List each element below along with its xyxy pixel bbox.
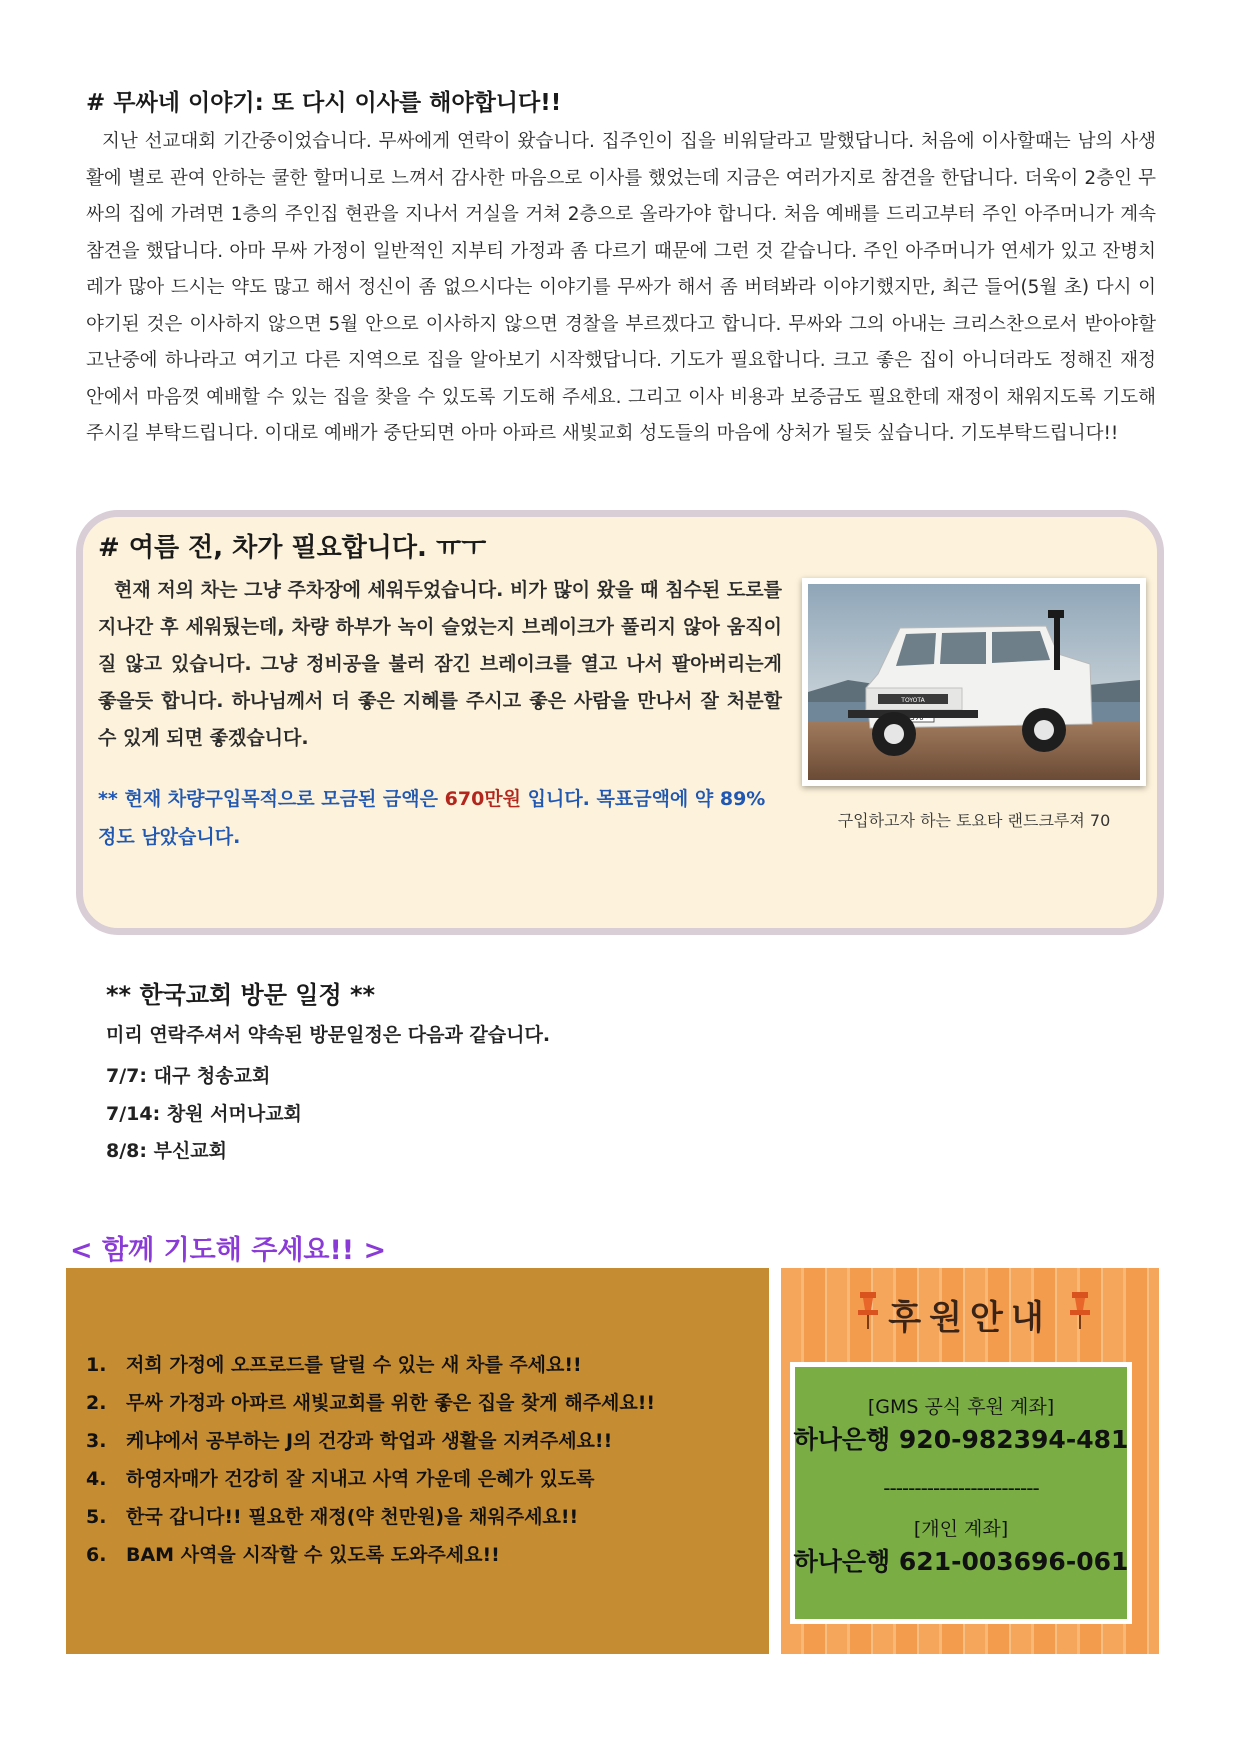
support-title: 후원안내 <box>888 1298 1052 1338</box>
prayer-item <box>86 1346 655 1384</box>
prayer-item <box>86 1384 655 1422</box>
official-account-number: 하나은행 920-982394-481 <box>793 1425 1129 1454</box>
prayer-item-text: 하영자매가 건강히 잘 지내고 사역 가운데 은혜가 있도록 <box>126 1468 595 1490</box>
land-cruiser-image <box>808 584 1140 780</box>
visit-item: 7/14: 창원 서머나교회 <box>106 1102 302 1125</box>
grille-brand: TOYOTA <box>901 697 925 704</box>
visit-list <box>106 1058 302 1171</box>
visits-intro: 미리 연락주셔서 약속된 방문일정은 다음과 같습니다. <box>106 1024 551 1046</box>
prayer-item-text: BAM 사역을 시작할 수 있도록 도와주세요!! <box>126 1544 500 1566</box>
prayer-item-number: 3. <box>86 1430 107 1452</box>
car-photo <box>802 578 1146 786</box>
prayer-item <box>86 1498 655 1536</box>
visit-item: 8/8: 부신교회 <box>106 1140 228 1162</box>
prayer-title: < 함께 기도해 주세요!! > <box>70 1235 387 1266</box>
official-account-label: [GMS 공식 후원 계좌] <box>867 1396 1055 1418</box>
prayer-item-text: 한국 갑니다!! 필요한 재정(약 천만원)을 채워주세요!! <box>126 1506 579 1528</box>
prayer-item <box>86 1536 655 1574</box>
car-body: 현재 저의 차는 그냥 주차장에 세워두었습니다. 비가 많이 왔을 때 침수된 도로를 지나간 후 세워뒀는데, 차량 하부가 녹이 슬었는지 브레이크가 풀리지 않아 움직이질 않고 있습니다. 그냥 정비공을 불러 잠긴 브레이크를 열고 나서 팔아버리는게 좋을듯 합니다. 하나님께서 더 좋은 지혜를 주시고 좋은 사람을 만나서 잘 처분할 수 있게 되면 좋겠습니다. <box>98 579 782 749</box>
visits-title: ** 한국교회 방문 일정 ** <box>106 981 376 1009</box>
note-amount: 670만원 <box>444 788 521 810</box>
prayer-item <box>86 1460 655 1498</box>
prayer-item-number: 2. <box>86 1392 107 1414</box>
prayer-item-number: 6. <box>86 1544 107 1566</box>
prayer-item-number: 5. <box>86 1506 107 1528</box>
fundraising-note <box>98 780 782 856</box>
prayer-item-text: 무싸 가정과 아파르 새빛교회를 위한 좋은 집을 찾게 해주세요!! <box>126 1392 656 1414</box>
note-prefix: ** 현재 차량구입목적으로 모금된 금액은 <box>98 788 445 810</box>
story-title: # 무싸네 이야기: 또 다시 이사를 해야합니다!! <box>86 90 562 116</box>
story-body: 지난 선교대회 기간중이었습니다. 무싸에게 연락이 왔습니다. 집주인이 집을 비워달라고 말했답니다. 처음에 이사할때는 남의 사생활에 별로 관여 안하는 쿨한 할머니로 느껴서 감사한 마음으로 이사를 했었는데 지금은 여러가지로 참견을 한답니다. 더욱이 2층인 무싸의 집에 가려면 1층의 주인집 현관을 지나서 거실을 거쳐 2층으로 올라가야 합니다. 처음 예배를 드리고부터 주인 아주머니가 계속 참견을 했답니다. 아마 무싸 가정이 일반적인 지부티 가정과 좀 다르기 때문에 그런 것 같습니다. 주인 아주머니가 연세가 있고 잔병치레가 많아 드시는 약도 많고 해서 정신이 좀 없으시다는 이야기를 무싸가 해서 좀 버텨봐라 이야기했지만, 최근 들어(5월 초) 다시 이야기된 것은 이사하지 않으면 5월 안으로 이사하지 않으면 경찰을 부르겠다고 합니다. 무싸와 그의 아내는 크리스찬으로서 받아야할 고난중에 하나라고 여기고 다른 지역으로 집을 알아보기 시작했답니다. 기도가 필요합니다. 크고 좋은 집이 아니더라도 정해진 재정 안에서 마음껏 예배할 수 있는 집을 찾을 수 있도록 기도해 주세요. 그리고 이사 비용과 보증금도 필요한데 재정이 채워지도록 기도해 주시길 부탁드립니다. 이대로 예배가 중단되면 아마 아파르 새빛교회 성도들의 마음에 상처가 될듯 싶습니다. 기도부탁드립니다!! <box>86 131 1156 444</box>
note-suffix: 입니다. 목표금액에 약 89% 정도 남았습니다. <box>98 788 766 848</box>
prayer-item-text: 저희 가정에 오프로드를 달릴 수 있는 새 차를 주세요!! <box>126 1354 582 1376</box>
prayer-item <box>86 1422 655 1460</box>
personal-account-number: 하나은행 621-003696-061 <box>793 1547 1129 1576</box>
car-title: # 여름 전, 차가 필요합니다. ㅠㅜ <box>98 533 487 563</box>
personal-account-label: [개인 계좌] <box>913 1518 1009 1540</box>
car-photo-caption: 구입하고자 하는 토요타 랜드크루져 70 <box>837 811 1111 830</box>
prayer-item-text: 케냐에서 공부하는 J의 건강과 학업과 생활을 지켜주세요!! <box>126 1430 613 1452</box>
prayer-item-number: 1. <box>86 1354 107 1376</box>
account-divider: ------------------------- <box>883 1476 1039 1500</box>
prayer-item-number: 4. <box>86 1468 107 1490</box>
prayer-list <box>86 1346 655 1574</box>
visit-item: 7/7: 대구 청송교회 <box>106 1065 271 1087</box>
